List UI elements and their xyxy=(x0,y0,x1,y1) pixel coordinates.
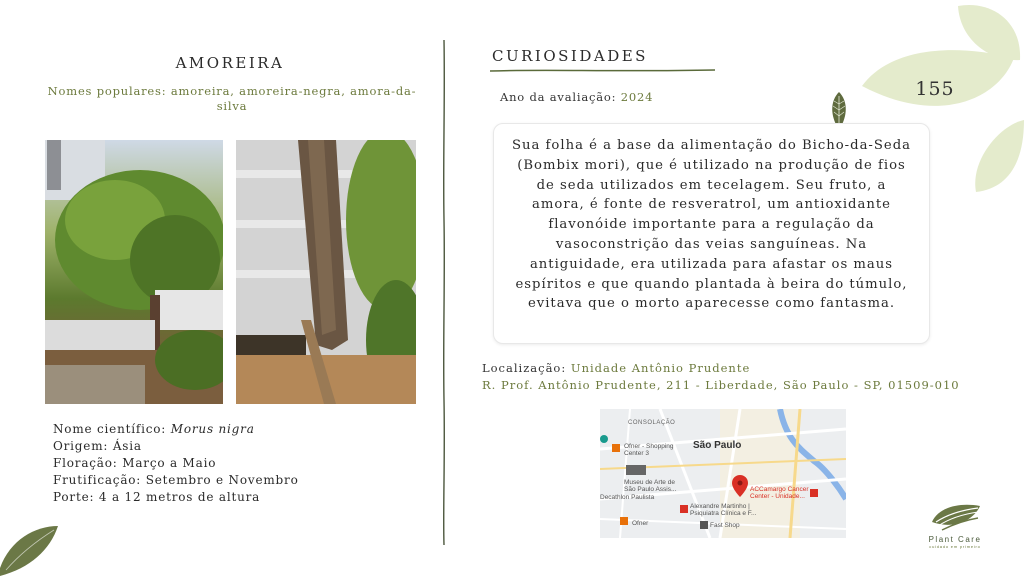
origin: Origem: Ásia xyxy=(53,439,142,453)
map-label-shopping: Ofner - Shopping Center 3 xyxy=(624,443,674,457)
plant-info xyxy=(53,421,423,506)
map-label-museum: Museu de Arte de São Paulo Assis... xyxy=(624,479,677,493)
scientific-name-line xyxy=(53,421,423,438)
scientific-name: Morus nigra xyxy=(170,422,255,436)
scientific-name-label: Nome científico: xyxy=(53,422,171,436)
plant-number: 155 xyxy=(915,78,955,100)
map-label-city: São Paulo xyxy=(693,440,742,451)
map-label-accamargo: ACCamargo Cancer Center - Unidade... xyxy=(750,486,809,500)
location-address: R. Prof. Antônio Prudente, 211 - Liberdade, São Paulo - SP, 01509-010 xyxy=(482,378,960,392)
plant-name-title: AMOREIRA xyxy=(175,54,285,72)
map-label-fastshop: Fast Shop xyxy=(710,522,740,529)
evaluation-year xyxy=(500,90,653,104)
location-map[interactable] xyxy=(600,409,846,538)
brand-tagline: cuidado em primeiro xyxy=(929,544,981,549)
leaf-decoration-bottom-left-icon xyxy=(0,520,60,576)
tree-photo-1 xyxy=(45,140,223,404)
map-label-alexandre: Alexandre Martinho | Psiquiatra Clínica e F... xyxy=(690,503,757,517)
year-value: 2024 xyxy=(620,90,654,104)
fruiting: Frutificação: Setembro e Novembro xyxy=(53,473,299,487)
brand-name: Plant Care xyxy=(928,535,982,544)
curiosities-text-box: Sua folha é a base da alimentação do Bicho-da-Seda (Bombix mori), que é utilizado na produção de fios de seda utilizados em tecelagem. Seu fruto, a amora, é fonte de resveratrol, um antioxidante flavonóide importante para a regulação da vasoconstrição das veias sanguíneas. Na antiguidade, era utilizada para afastar os maus espíritos e que quando plantada à beira do túmulo, evitava que o morto aparecesse como fantasma. xyxy=(493,123,930,344)
column-divider xyxy=(440,40,448,545)
location-line xyxy=(482,361,750,375)
map-label-district: CONSOLAÇÃO xyxy=(628,420,676,426)
popular-names: Nomes populares: amoreira, amoreira-negra, amora-da-silva xyxy=(47,84,417,113)
curiosities-title: CURIOSIDADES xyxy=(492,47,648,65)
year-label: Ano da avaliação: xyxy=(500,90,621,104)
map-label-decathlon: Decathlon Paulista xyxy=(600,494,655,501)
map-label-ofner: Ofner xyxy=(632,520,649,527)
size: Porte: 4 a 12 metros de altura xyxy=(53,490,261,504)
location-unit: Unidade Antônio Prudente xyxy=(570,361,751,375)
flowering: Floração: Março a Maio xyxy=(53,456,217,470)
location-label: Localização: xyxy=(482,361,571,375)
curiosities-underline xyxy=(490,68,715,74)
tree-photo-2 xyxy=(236,140,416,404)
